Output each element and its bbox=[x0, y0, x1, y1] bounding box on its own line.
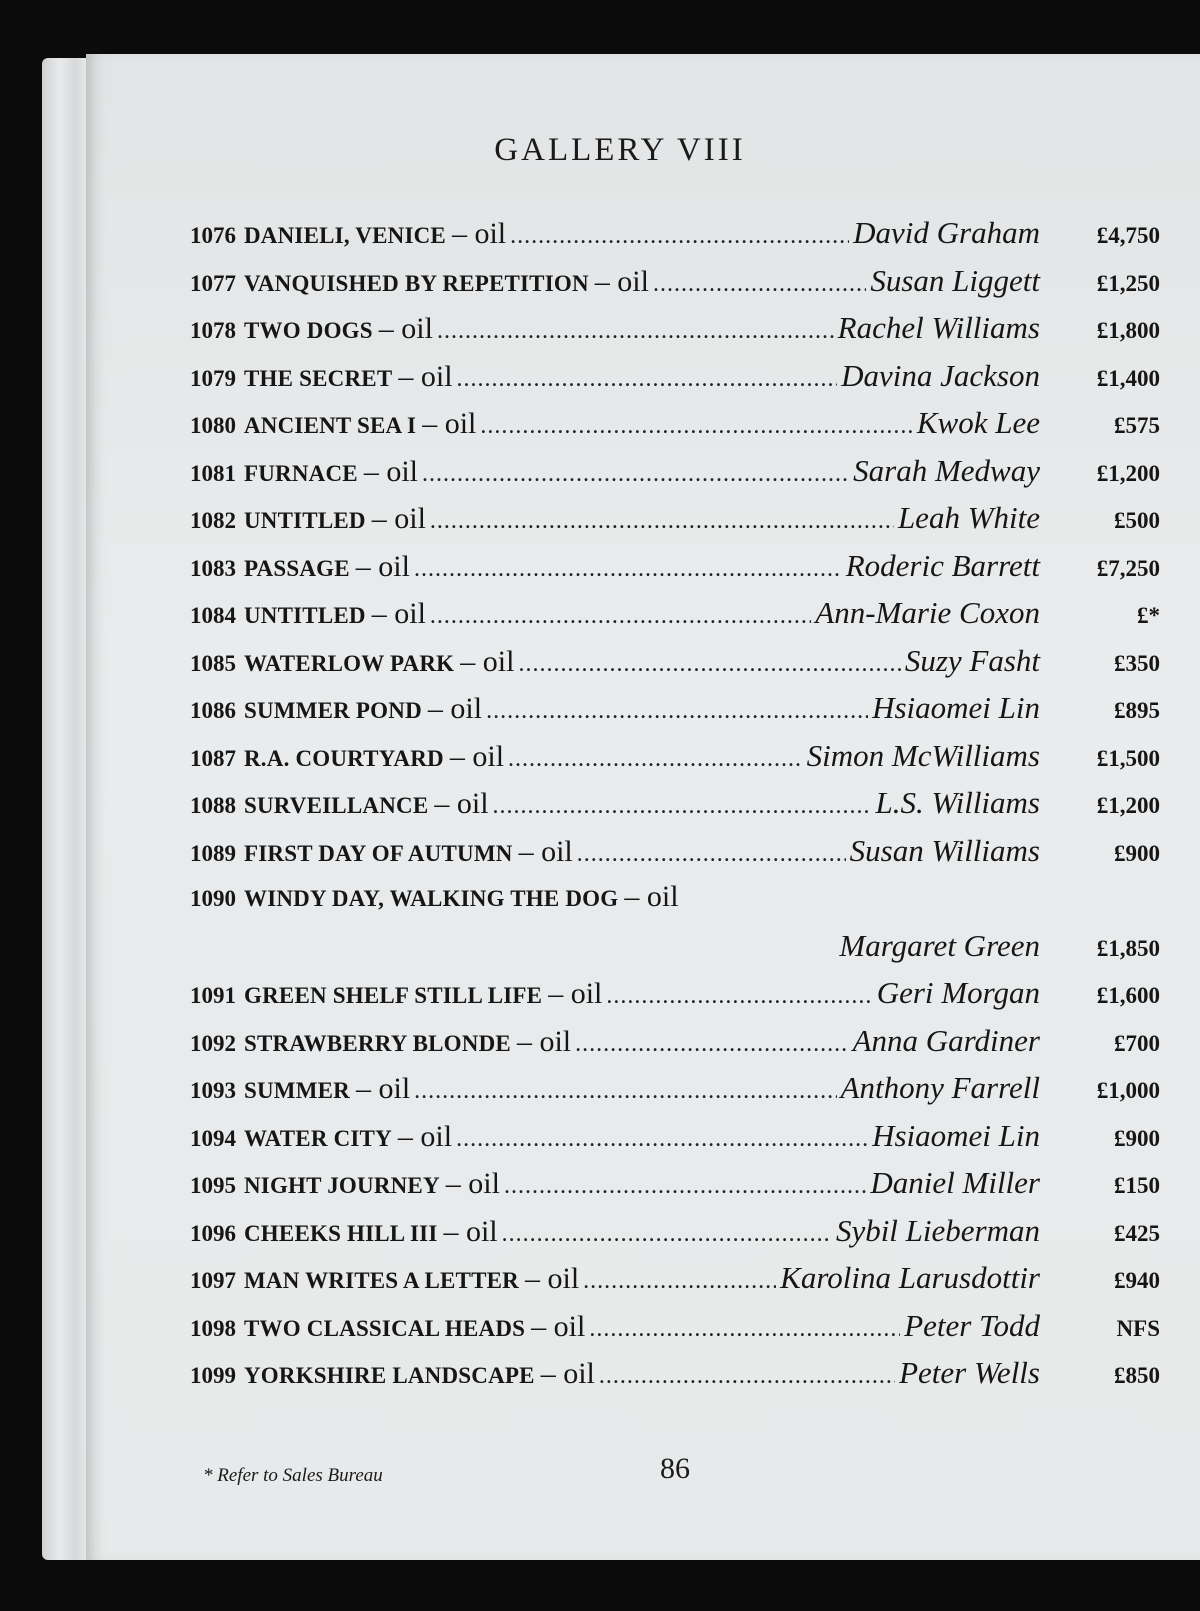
entry-artist: Rachel Williams bbox=[837, 310, 1040, 345]
dot-leader bbox=[504, 1173, 866, 1200]
entry-price: £1,500 bbox=[1096, 745, 1160, 771]
entry-medium: – oil bbox=[524, 1262, 580, 1295]
entry-price: £850 bbox=[1114, 1363, 1160, 1388]
dot-leader bbox=[414, 556, 842, 583]
entry-price: £900 bbox=[1114, 1125, 1160, 1151]
entry-number: 1083 bbox=[190, 555, 236, 581]
dot-leader bbox=[486, 698, 868, 725]
entry-medium: – oil bbox=[445, 1167, 500, 1200]
entry-title: GREEN SHELF STILL LIFE bbox=[244, 983, 543, 1008]
dot-leader bbox=[480, 413, 913, 440]
entry-artist: David Graham bbox=[853, 215, 1040, 250]
entry-price: £895 bbox=[1114, 698, 1160, 723]
entry-title: WATER CITY bbox=[244, 1125, 392, 1151]
dot-leader bbox=[493, 793, 872, 820]
entry-artist: Peter Todd bbox=[904, 1307, 1040, 1343]
list-item bbox=[190, 738, 1160, 786]
entry-medium: – oil bbox=[540, 1357, 595, 1390]
dot-leader bbox=[599, 1363, 895, 1390]
entry-medium: – oil bbox=[397, 1119, 453, 1153]
dot-leader bbox=[502, 1221, 832, 1248]
entry-artist: Simon McWilliams bbox=[806, 737, 1040, 773]
list-item bbox=[190, 785, 1160, 833]
entry-medium: – oil bbox=[434, 787, 489, 820]
entry-number: 1082 bbox=[190, 508, 236, 533]
dot-leader bbox=[430, 508, 894, 535]
entry-price: £1,800 bbox=[1096, 318, 1160, 343]
entry-number: 1092 bbox=[190, 1030, 236, 1056]
list-item bbox=[190, 975, 1160, 1023]
list-item bbox=[190, 595, 1160, 643]
dot-leader bbox=[508, 746, 803, 773]
entry-title: FURNACE bbox=[244, 460, 358, 486]
catalogue-page bbox=[86, 54, 1200, 1560]
entry-number: 1093 bbox=[190, 1078, 236, 1103]
entry-artist: Karolina Larusdottir bbox=[780, 1260, 1040, 1295]
entry-title: TWO DOGS bbox=[244, 318, 373, 343]
list-item bbox=[190, 215, 1160, 263]
entry-number: 1099 bbox=[190, 1363, 236, 1388]
entry-number: 1094 bbox=[190, 1125, 236, 1151]
entry-price: £425 bbox=[1114, 1220, 1160, 1246]
dot-leader bbox=[653, 271, 866, 298]
entry-medium: – oil bbox=[460, 644, 515, 678]
list-item bbox=[190, 690, 1160, 738]
list-item bbox=[190, 1308, 1160, 1356]
entry-artist: Peter Wells bbox=[899, 1355, 1040, 1390]
dot-leader bbox=[457, 366, 838, 393]
dot-leader bbox=[414, 1078, 836, 1105]
entry-number: 1098 bbox=[190, 1315, 236, 1341]
page-number: 86 bbox=[660, 1452, 690, 1485]
entry-number: 1088 bbox=[190, 793, 236, 818]
entry-medium: – oil bbox=[548, 977, 603, 1010]
footnote: * Refer to Sales Bureau bbox=[203, 1465, 383, 1486]
entry-number: 1076 bbox=[190, 223, 236, 248]
entry-title: THE SECRET bbox=[244, 365, 393, 391]
entry-title: CHEEKS HILL III bbox=[244, 1220, 438, 1246]
list-item bbox=[190, 643, 1160, 691]
entry-number: 1090 bbox=[190, 886, 236, 911]
entry-number: 1087 bbox=[190, 745, 236, 771]
entry-title: UNTITLED bbox=[244, 603, 366, 628]
list-item bbox=[190, 548, 1160, 596]
entry-title: WINDY DAY, WALKING THE DOG bbox=[244, 886, 619, 911]
entry-title: NIGHT JOURNEY bbox=[244, 1173, 440, 1198]
dot-leader bbox=[456, 1126, 868, 1153]
entry-number: 1089 bbox=[190, 840, 236, 866]
entry-price: £1,250 bbox=[1096, 270, 1160, 296]
entry-price: £1,200 bbox=[1096, 793, 1160, 818]
gallery-heading: GALLERY VIII bbox=[494, 132, 746, 168]
entry-artist: Sybil Lieberman bbox=[835, 1212, 1040, 1248]
dot-leader bbox=[422, 461, 849, 488]
list-item bbox=[190, 1213, 1160, 1261]
entry-medium: – oil bbox=[378, 312, 433, 345]
entry-medium: – oil bbox=[355, 549, 410, 583]
entry-price: £700 bbox=[1114, 1030, 1160, 1056]
dot-leader bbox=[577, 841, 846, 868]
entry-title: WATERLOW PARK bbox=[244, 650, 455, 676]
entry-medium: – oil bbox=[449, 739, 505, 773]
list-item bbox=[190, 358, 1160, 406]
entry-number: 1078 bbox=[190, 318, 236, 343]
entry-number: 1077 bbox=[190, 270, 236, 296]
dot-leader bbox=[606, 983, 872, 1010]
entry-artist: Anna Gardiner bbox=[852, 1022, 1040, 1058]
entry-medium: – oil bbox=[443, 1214, 498, 1248]
entry-medium: – oil bbox=[363, 454, 419, 488]
entry-medium: – oil bbox=[422, 407, 477, 440]
entry-medium: – oil bbox=[624, 880, 679, 913]
list-item bbox=[190, 310, 1160, 358]
entry-number: 1081 bbox=[190, 460, 236, 486]
entry-price: £1,400 bbox=[1096, 365, 1160, 391]
entry-medium: – oil bbox=[371, 597, 426, 630]
list-item bbox=[190, 1355, 1160, 1403]
entry-medium: – oil bbox=[371, 502, 426, 535]
entry-artist: Hsiaomei Lin bbox=[872, 690, 1040, 725]
list-item-continuation bbox=[190, 928, 1160, 976]
entry-number: 1091 bbox=[190, 983, 236, 1008]
entry-medium: – oil bbox=[594, 264, 649, 298]
entry-artist: Susan Liggett bbox=[870, 262, 1040, 298]
entry-title: FIRST DAY OF AUTUMN bbox=[244, 840, 513, 866]
entry-artist: Hsiaomei Lin bbox=[872, 1117, 1040, 1153]
entries-list bbox=[190, 215, 1160, 1403]
entry-artist: Anthony Farrell bbox=[840, 1070, 1040, 1105]
entry-title: VANQUISHED BY REPETITION bbox=[244, 270, 589, 296]
entry-number: 1084 bbox=[190, 603, 236, 628]
entry-title: TWO CLASSICAL HEADS bbox=[244, 1315, 526, 1341]
entry-artist: Ann-Marie Coxon bbox=[815, 595, 1040, 630]
dot-leader bbox=[430, 603, 811, 630]
list-item bbox=[190, 1070, 1160, 1118]
entry-price: £575 bbox=[1114, 413, 1160, 438]
entry-title: DANIELI, VENICE bbox=[244, 223, 446, 248]
list-item bbox=[190, 405, 1160, 453]
list-item bbox=[190, 453, 1160, 501]
entry-price: £350 bbox=[1114, 650, 1160, 676]
entry-artist: Kwok Lee bbox=[916, 405, 1040, 440]
entry-price: £4,750 bbox=[1096, 223, 1160, 248]
entry-price: £900 bbox=[1114, 840, 1160, 866]
entry-title: MAN WRITES A LETTER bbox=[244, 1268, 519, 1293]
entry-medium: – oil bbox=[451, 217, 507, 250]
entry-artist: Roderic Barrett bbox=[845, 547, 1040, 583]
entry-medium: – oil bbox=[355, 1072, 411, 1105]
list-item bbox=[190, 1023, 1160, 1071]
entry-artist: Sarah Medway bbox=[853, 452, 1040, 488]
entry-title: PASSAGE bbox=[244, 555, 350, 581]
entry-number: 1096 bbox=[190, 1220, 236, 1246]
list-item bbox=[190, 833, 1160, 881]
list-item bbox=[190, 1260, 1160, 1308]
entry-price: £500 bbox=[1114, 508, 1160, 533]
dot-leader bbox=[518, 651, 900, 678]
list-item bbox=[190, 1118, 1160, 1166]
entry-number: 1097 bbox=[190, 1268, 236, 1293]
entry-title: SURVEILLANCE bbox=[244, 793, 429, 818]
list-item bbox=[190, 880, 1160, 928]
entry-title: STRAWBERRY BLONDE bbox=[244, 1030, 511, 1056]
entry-price: £1,000 bbox=[1096, 1078, 1160, 1103]
dot-leader bbox=[575, 1031, 848, 1058]
entry-title: UNTITLED bbox=[244, 508, 366, 533]
entry-number: 1079 bbox=[190, 365, 236, 391]
entry-number: 1085 bbox=[190, 650, 236, 676]
entry-number: 1095 bbox=[190, 1173, 236, 1198]
entry-artist: Leah White bbox=[897, 500, 1040, 535]
entry-artist: Suzy Fasht bbox=[904, 642, 1040, 678]
dot-leader bbox=[510, 223, 849, 250]
entry-price: £* bbox=[1137, 603, 1160, 628]
entry-artist: Susan Williams bbox=[849, 832, 1040, 868]
dot-leader bbox=[583, 1268, 776, 1295]
entry-title: ANCIENT SEA I bbox=[244, 413, 417, 438]
entry-artist: Margaret Green bbox=[839, 927, 1040, 963]
entry-price: £1,600 bbox=[1096, 983, 1160, 1008]
entry-price: £1,850 bbox=[1096, 935, 1160, 961]
entry-price: £150 bbox=[1114, 1173, 1160, 1198]
entry-price: £7,250 bbox=[1096, 555, 1160, 581]
entry-title: SUMMER bbox=[244, 1078, 350, 1103]
dot-leader bbox=[589, 1316, 900, 1343]
entry-artist: L.S. Williams bbox=[875, 785, 1040, 820]
list-item bbox=[190, 500, 1160, 548]
entry-price: £1,200 bbox=[1096, 460, 1160, 486]
list-item bbox=[190, 1165, 1160, 1213]
entry-price: NFS bbox=[1116, 1315, 1160, 1341]
entry-medium: – oil bbox=[516, 1024, 572, 1058]
entry-medium: – oil bbox=[531, 1309, 586, 1343]
entry-medium: – oil bbox=[398, 359, 453, 393]
entry-number: 1080 bbox=[190, 413, 236, 438]
entry-title: YORKSHIRE LANDSCAPE bbox=[244, 1363, 535, 1388]
entry-artist: Daniel Miller bbox=[870, 1165, 1040, 1200]
list-item bbox=[190, 263, 1160, 311]
entry-medium: – oil bbox=[427, 692, 483, 725]
dot-leader bbox=[437, 318, 834, 345]
entry-number: 1086 bbox=[190, 698, 236, 723]
entry-artist: Davina Jackson bbox=[841, 357, 1040, 393]
entry-title: R.A. COURTYARD bbox=[244, 745, 444, 771]
entry-price: £940 bbox=[1114, 1268, 1160, 1293]
entry-medium: – oil bbox=[518, 834, 573, 868]
entry-title: SUMMER POND bbox=[244, 698, 422, 723]
entry-artist: Geri Morgan bbox=[876, 975, 1040, 1010]
